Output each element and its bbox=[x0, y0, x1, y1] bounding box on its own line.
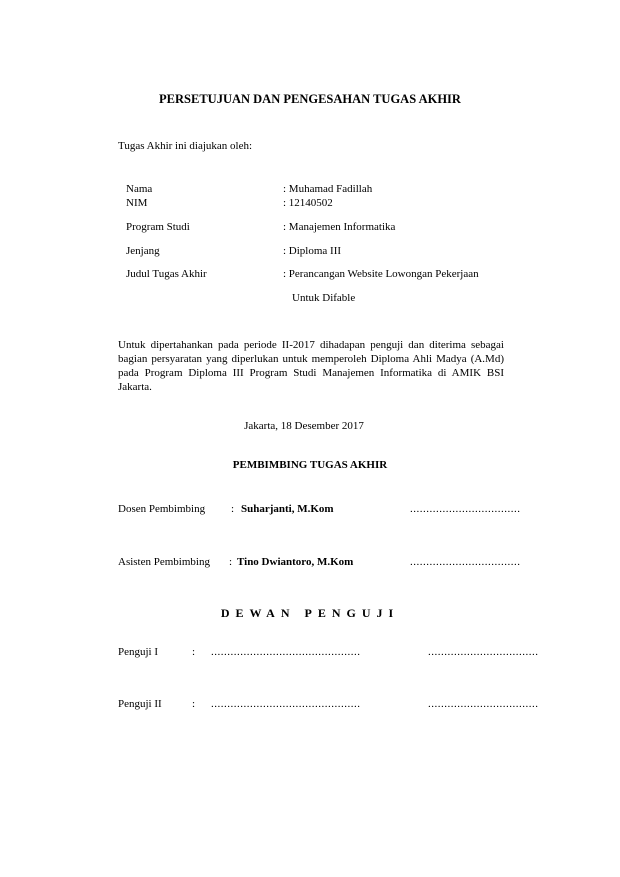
dosen-pembimbing-name: Suharjanti, M.Kom bbox=[241, 503, 334, 515]
field-value-nim: : 12140502 bbox=[283, 197, 333, 209]
dosen-pembimbing-colon: : bbox=[231, 503, 235, 515]
field-value-program-studi: : Manajemen Informatika bbox=[283, 221, 396, 233]
field-value-nama: : Muhamad Fadillah bbox=[283, 183, 373, 195]
intro-text: Tugas Akhir ini diajukan oleh: bbox=[118, 140, 253, 152]
date-text: Jakarta, 18 Desember 2017 bbox=[244, 420, 364, 432]
field-value-judul: : Perancangan Website Lowongan Pekerjaan bbox=[283, 268, 479, 280]
penguji-1-name-line: .............................................. bbox=[211, 646, 361, 658]
asisten-pembimbing-colon: : bbox=[229, 556, 233, 568]
field-label-program-studi: Program Studi bbox=[126, 221, 190, 233]
field-label-nama: Nama bbox=[126, 183, 153, 195]
field-label-nim: NIM bbox=[126, 197, 148, 209]
pembimbing-heading: PEMBIMBING TUGAS AKHIR bbox=[232, 459, 388, 471]
penguji-1-signature-line: .................................. bbox=[428, 646, 539, 658]
penguji-2-signature-line: .................................. bbox=[428, 698, 539, 710]
dosen-pembimbing-signature-line: .................................. bbox=[410, 503, 521, 515]
penguji-2-label: Penguji II bbox=[118, 698, 162, 710]
field-label-jenjang: Jenjang bbox=[126, 245, 160, 257]
statement-paragraph: Untuk dipertahankan pada periode II-2017 dihadapan penguji dan diterima sebagai bagian persyaratan yang diperlukan untuk memperoleh Diploma Ahli Madya (A.Md) pada Program Diploma III Program Studi Manajemen Informatika di AMIK BSI Jakarta. bbox=[118, 339, 504, 393]
dosen-pembimbing-label: Dosen Pembimbing bbox=[118, 503, 206, 515]
asisten-pembimbing-signature-line: .................................. bbox=[410, 556, 521, 568]
penguji-1-label: Penguji I bbox=[118, 646, 159, 658]
asisten-pembimbing-name: Tino Dwiantoro, M.Kom bbox=[237, 556, 354, 568]
dewan-penguji-heading: DEWAN PENGUJI bbox=[220, 606, 400, 620]
asisten-pembimbing-label: Asisten Pembimbing bbox=[118, 556, 210, 568]
field-label-judul: Judul Tugas Akhir bbox=[126, 268, 207, 280]
field-value-judul-line2: Untuk Difable bbox=[292, 292, 356, 304]
document-title: PERSETUJUAN DAN PENGESAHAN TUGAS AKHIR bbox=[159, 92, 461, 106]
penguji-1-colon: : bbox=[192, 646, 196, 658]
penguji-2-name-line: .............................................. bbox=[211, 698, 361, 710]
field-value-jenjang: : Diploma III bbox=[283, 245, 342, 257]
penguji-2-colon: : bbox=[192, 698, 196, 710]
